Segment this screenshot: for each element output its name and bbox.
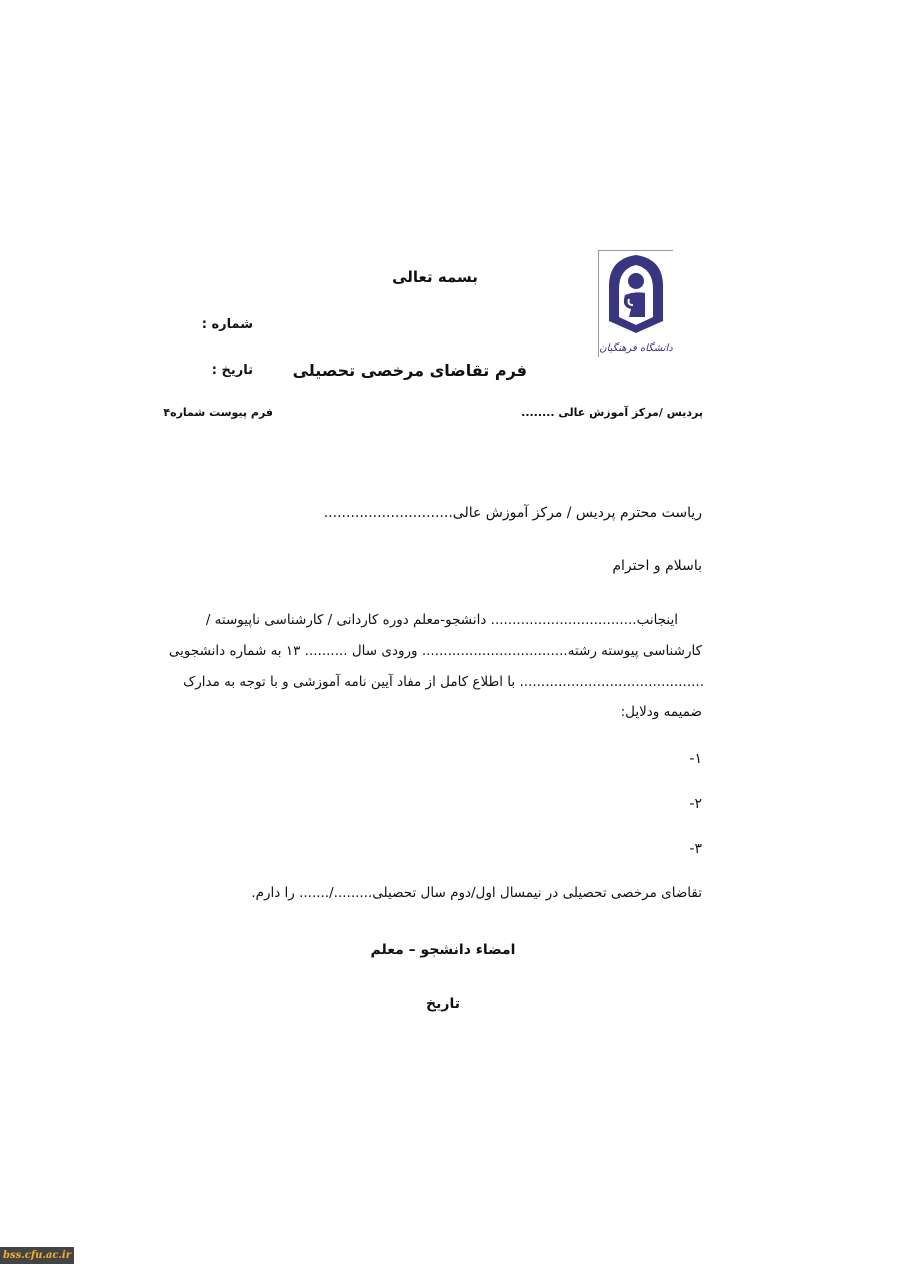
- date-label: تاریخ :: [211, 363, 253, 378]
- paragraph-line-4: ضمیمه ودلایل:: [620, 704, 702, 720]
- university-logo: [598, 250, 673, 357]
- date-footer-label: تاریخ: [426, 996, 460, 1012]
- watermark: bss.cfu.ac.ir: [0, 1247, 74, 1264]
- paragraph-line-1: اینجانب.................................. دانشجو-معلم دوره کاردانی / کارشناسی ناپیوسته /: [205, 612, 678, 628]
- reason-2: ۲-: [689, 796, 702, 812]
- paragraph-line-3: ........................................... با اطلاع کامل از مفاد آیین نامه آموزشی و با توجه به مدارک: [183, 674, 704, 690]
- reason-3: ۳-: [689, 841, 702, 857]
- addressee: ریاست محترم پردیس / مرکز آموزش عالی.............................: [323, 505, 702, 521]
- reason-1: ۱-: [689, 751, 702, 767]
- greeting: باسلام و احترام: [612, 558, 702, 574]
- number-label: شماره :: [201, 317, 253, 332]
- paragraph-line-2: کارشناسی پیوسته رشته.................................. ورودی سال .......... ۱۳ به شماره دانشجویی: [168, 643, 702, 659]
- logo-text: دانشگاه فرهنگیان: [599, 343, 673, 354]
- bismillah: بسمه تعالی: [392, 268, 478, 286]
- signature-label: امضاء دانشجو – معلم: [370, 942, 516, 958]
- campus-label: پردیس /مرکز آموزش عالی ........: [521, 406, 703, 419]
- request-text: تقاضای مرخصی تحصیلی در نیمسال اول/دوم سال تحصیلی........./....... را دارم.: [251, 885, 702, 901]
- form-title: فرم تقاضای مرخصی تحصیلی: [292, 361, 527, 380]
- attachment-label: فرم پیوست شماره۴: [163, 406, 273, 419]
